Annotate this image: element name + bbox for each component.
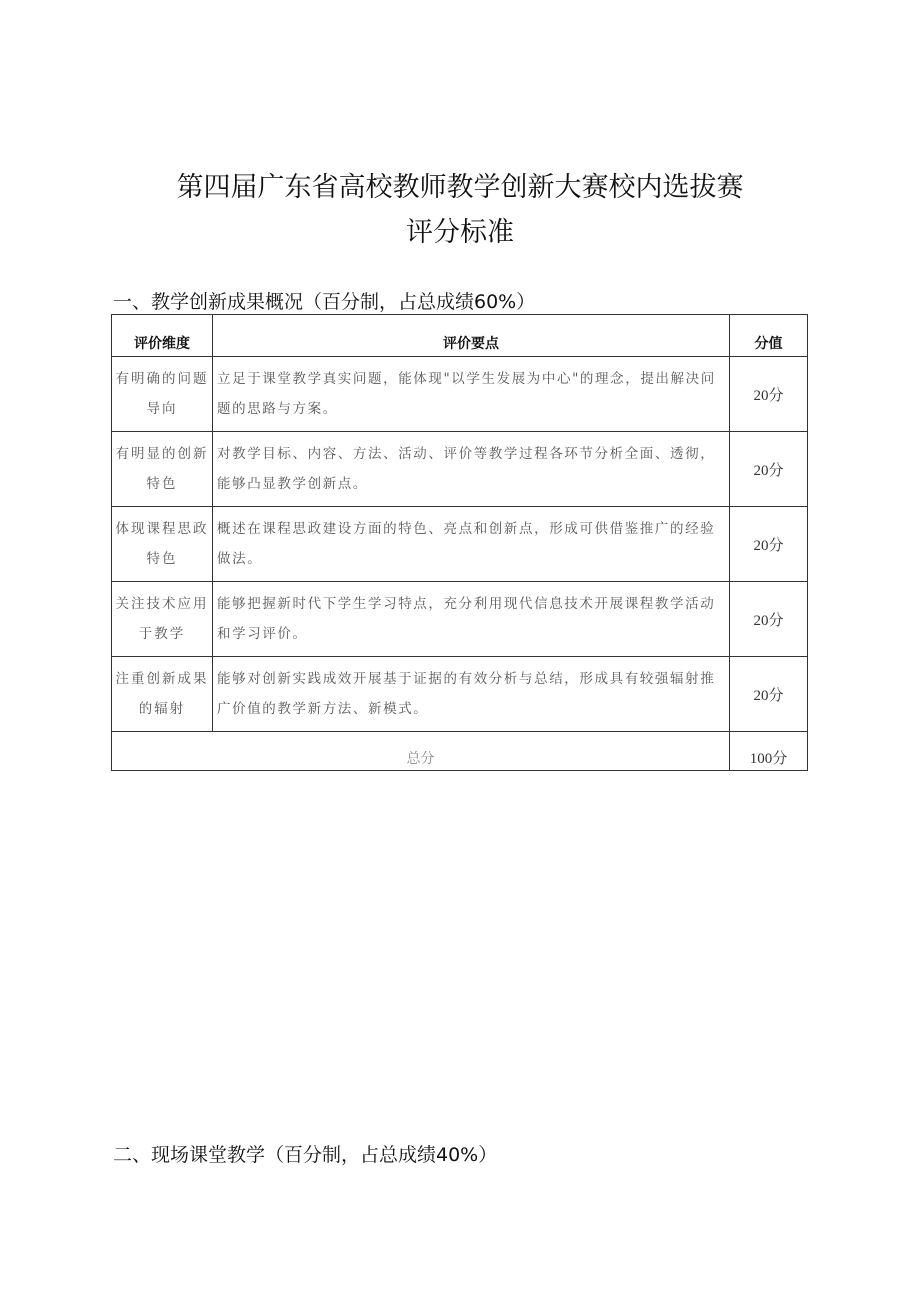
- row-value: 20分: [730, 432, 808, 507]
- row-dimension: 关注技术应用于教学: [112, 582, 213, 657]
- total-value: 100分: [730, 732, 808, 771]
- header-point: 评价要点: [213, 315, 730, 357]
- table-row: [112, 507, 808, 582]
- table-row: [112, 657, 808, 732]
- header-value: 分值: [730, 315, 808, 357]
- row-point: 能够对创新实践成效开展基于证据的有效分析与总结，形成具有较强辐射推广价值的教学新方法、新模式。: [213, 657, 730, 732]
- table-total-row: [112, 732, 808, 771]
- row-value: 20分: [730, 357, 808, 432]
- total-label: 总分: [112, 732, 730, 771]
- table-header-row: [112, 315, 808, 357]
- row-dimension: 体现课程思政特色: [112, 507, 213, 582]
- row-value: 20分: [730, 507, 808, 582]
- row-dimension: 有明显的创新特色: [112, 432, 213, 507]
- row-dimension: 注重创新成果的辐射: [112, 657, 213, 732]
- document-title: 第四届广东省高校教师教学创新大赛校内选拔赛: [176, 172, 744, 203]
- section-2-heading: 二、现场课堂教学（百分制，占总成绩40%）: [113, 1144, 498, 1166]
- row-point: 能够把握新时代下学生学习特点，充分利用现代信息技术开展课程教学活动和学习评价。: [213, 582, 730, 657]
- header-dimension: 评价维度: [112, 315, 213, 357]
- row-point: 立足于课堂教学真实问题，能体现"以学生发展为中心"的理念，提出解决问题的思路与方案。: [213, 357, 730, 432]
- table-row: [112, 432, 808, 507]
- scoring-table: [111, 314, 808, 771]
- row-point: 对教学目标、内容、方法、活动、评价等教学过程各环节分析全面、透彻，能够凸显教学创新点。: [213, 432, 730, 507]
- row-value: 20分: [730, 657, 808, 732]
- row-value: 20分: [730, 582, 808, 657]
- document-subtitle: 评分标准: [406, 217, 514, 248]
- row-dimension: 有明确的问题导向: [112, 357, 213, 432]
- table-row: [112, 582, 808, 657]
- table-row: [112, 357, 808, 432]
- section-1-heading: 一、教学创新成果概况（百分制，占总成绩60%）: [113, 291, 536, 313]
- row-point: 概述在课程思政建设方面的特色、亮点和创新点，形成可供借鉴推广的经验做法。: [213, 507, 730, 582]
